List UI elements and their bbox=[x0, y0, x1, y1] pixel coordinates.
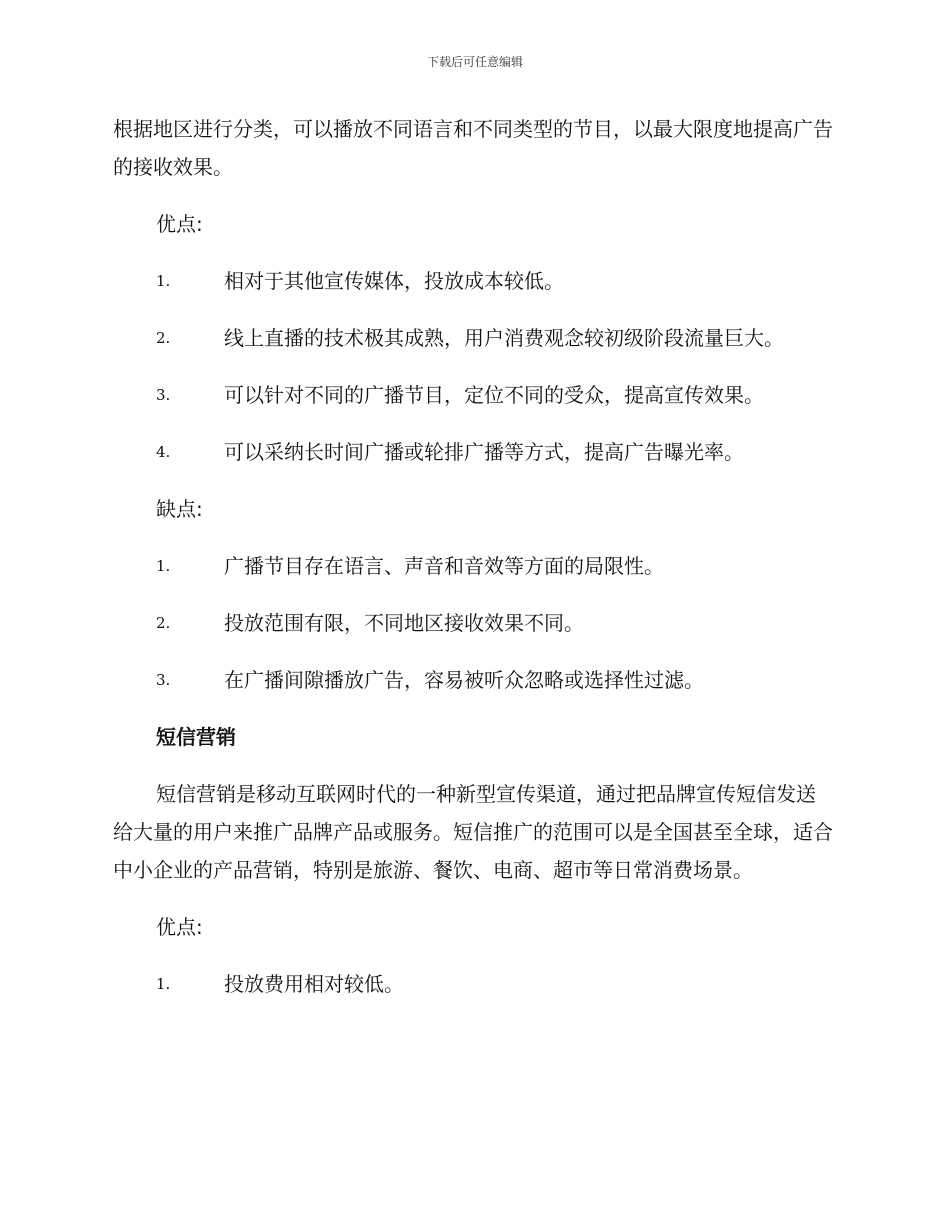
list-text: 投放费用相对较低。 bbox=[224, 972, 404, 996]
list-text: 线上直播的技术极其成熟，用户消费观念较初级阶段流量巨大。 bbox=[224, 326, 784, 350]
list-number: 3. bbox=[156, 671, 171, 689]
section-heading-sms: 短信营销 bbox=[156, 725, 236, 749]
list-item bbox=[113, 965, 833, 1003]
intro-paragraph: 根据地区进行分类，可以播放不同语言和不同类型的节目，以最大限度地提高广告的接收效果。 bbox=[113, 117, 833, 179]
radio-cons-label: 缺点: bbox=[156, 497, 203, 521]
list-number: 1. bbox=[156, 557, 171, 575]
list-text: 可以采纳长时间广播或轮排广播等方式，提高广告曝光率。 bbox=[224, 440, 744, 464]
list-item bbox=[113, 547, 833, 585]
list-item bbox=[113, 433, 833, 471]
list-number: 4. bbox=[156, 443, 171, 461]
list-item bbox=[113, 661, 833, 699]
page-header: 下载后可任意编辑 bbox=[426, 55, 523, 69]
list-number: 2. bbox=[156, 329, 171, 347]
list-text: 广播节目存在语言、声音和音效等方面的局限性。 bbox=[224, 554, 664, 578]
list-text: 在广播间隙播放广告，容易被听众忽略或选择性过滤。 bbox=[224, 668, 704, 692]
list-number: 1. bbox=[156, 272, 171, 290]
list-text: 相对于其他宣传媒体，投放成本较低。 bbox=[224, 269, 564, 293]
document-body bbox=[113, 110, 833, 1003]
sms-pros-label: 优点: bbox=[156, 915, 203, 939]
list-number: 1. bbox=[156, 975, 171, 993]
list-item bbox=[113, 262, 833, 300]
list-item bbox=[113, 604, 833, 642]
radio-pros-label: 优点: bbox=[156, 212, 203, 236]
list-item bbox=[113, 319, 833, 357]
list-number: 3. bbox=[156, 386, 171, 404]
list-item bbox=[113, 376, 833, 414]
list-text: 投放范围有限，不同地区接收效果不同。 bbox=[224, 611, 584, 635]
list-number: 2. bbox=[156, 614, 171, 632]
sms-paragraph: 短信营销是移动互联网时代的一种新型宣传渠道，通过把品牌宣传短信发送给大量的用户来推广品牌产品或服务。短信推广的范围可以是全国甚至全球，适合中小企业的产品营销，特别是旅游、餐饮、电商、超市等日常消费场景。 bbox=[113, 782, 833, 882]
list-text: 可以针对不同的广播节目，定位不同的受众，提高宣传效果。 bbox=[224, 383, 764, 407]
